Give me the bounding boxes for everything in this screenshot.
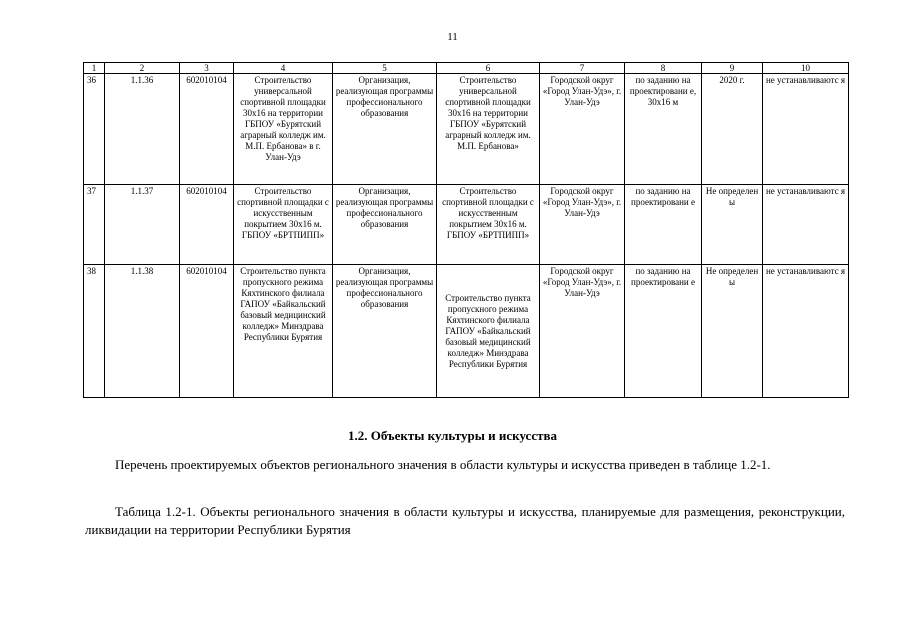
- row-municipality: Городской округ «Город Улан-Удэ», г. Улан-Удэ: [540, 74, 625, 185]
- row-number: 37: [84, 185, 105, 265]
- row-zone: не устанавливаютс я: [763, 74, 849, 185]
- row-location-desc: Строительство универсальной спортивной площадки 30х16 на территории ГБПОУ «Бурятский аграрный колледж им. М.П. Ербанова»: [437, 74, 540, 185]
- row-id: 602010104: [180, 265, 234, 398]
- table-row: [84, 74, 849, 185]
- header-cell: 5: [333, 63, 437, 74]
- row-location-desc: Строительство спортивной площадки с искусственным покрытием 30х16 м. ГБПОУ «БРТПИПП»: [437, 185, 540, 265]
- row-code: 1.1.36: [105, 74, 180, 185]
- header-cell: 2: [105, 63, 180, 74]
- header-cell: 1: [84, 63, 105, 74]
- table-header-row: [84, 63, 849, 74]
- row-name: Строительство пункта пропускного режима Кяхтинского филиала ГАПОУ «Байкальский базовый медицинский колледж» Минздрава Республики Бурятия: [234, 265, 333, 398]
- row-id: 602010104: [180, 185, 234, 265]
- row-zone: не устанавливаютс я: [763, 265, 849, 398]
- row-zone: не устанавливаютс я: [763, 185, 849, 265]
- row-name: Строительство спортивной площадки с искусственным покрытием 30х16 м. ГБПОУ «БРТПИПП»: [234, 185, 333, 265]
- row-location-desc: Строительство пункта пропускного режима Кяхтинского филиала ГАПОУ «Байкальский базовый медицинский колледж» Минздрава Республики Бурятия: [437, 265, 540, 398]
- row-number: 38: [84, 265, 105, 398]
- row-municipality: Городской округ «Город Улан-Удэ», г. Улан-Удэ: [540, 185, 625, 265]
- row-code: 1.1.37: [105, 185, 180, 265]
- row-number: 36: [84, 74, 105, 185]
- row-purpose: Организация, реализующая программы профессионального образования: [333, 185, 437, 265]
- row-purpose: Организация, реализующая программы профессионального образования: [333, 74, 437, 185]
- row-period: Не определен ы: [702, 185, 763, 265]
- header-cell: 7: [540, 63, 625, 74]
- table-row: [84, 265, 849, 398]
- intro-paragraph: Перечень проектируемых объектов регионального значения в области культуры и искусства приведен в таблице 1.2-1.: [115, 457, 771, 472]
- row-capacity: по заданию на проектировани е, 30х16 м: [625, 74, 702, 185]
- header-cell: 10: [763, 63, 849, 74]
- row-period: 2020 г.: [702, 74, 763, 185]
- table-caption: Таблица 1.2-1. Объекты регионального значения в области культуры и искусства, планируемые для размещения, реконструкции, ликвидации на территории Республики Бурятия: [85, 504, 845, 537]
- header-cell: 8: [625, 63, 702, 74]
- header-cell: 9: [702, 63, 763, 74]
- header-cell: 3: [180, 63, 234, 74]
- row-purpose: Организация, реализующая программы профессионального образования: [333, 265, 437, 398]
- row-code: 1.1.38: [105, 265, 180, 398]
- header-cell: 6: [437, 63, 540, 74]
- row-name: Строительство универсальной спортивной площадки 30х16 на территории ГБПОУ «Бурятский аграрный колледж им. М.П. Ербанова» в г. Улан-Удэ: [234, 74, 333, 185]
- objects-table: [83, 62, 849, 398]
- row-capacity: по заданию на проектировани е: [625, 185, 702, 265]
- page-number: 11: [447, 31, 458, 43]
- row-municipality: Городской округ «Город Улан-Удэ», г. Улан-Удэ: [540, 265, 625, 398]
- row-capacity: по заданию на проектировани е: [625, 265, 702, 398]
- table-row: [84, 185, 849, 265]
- header-cell: 4: [234, 63, 333, 74]
- row-period: Не определен ы: [702, 265, 763, 398]
- section-heading: 1.2. Объекты культуры и искусства: [347, 428, 557, 443]
- row-id: 602010104: [180, 74, 234, 185]
